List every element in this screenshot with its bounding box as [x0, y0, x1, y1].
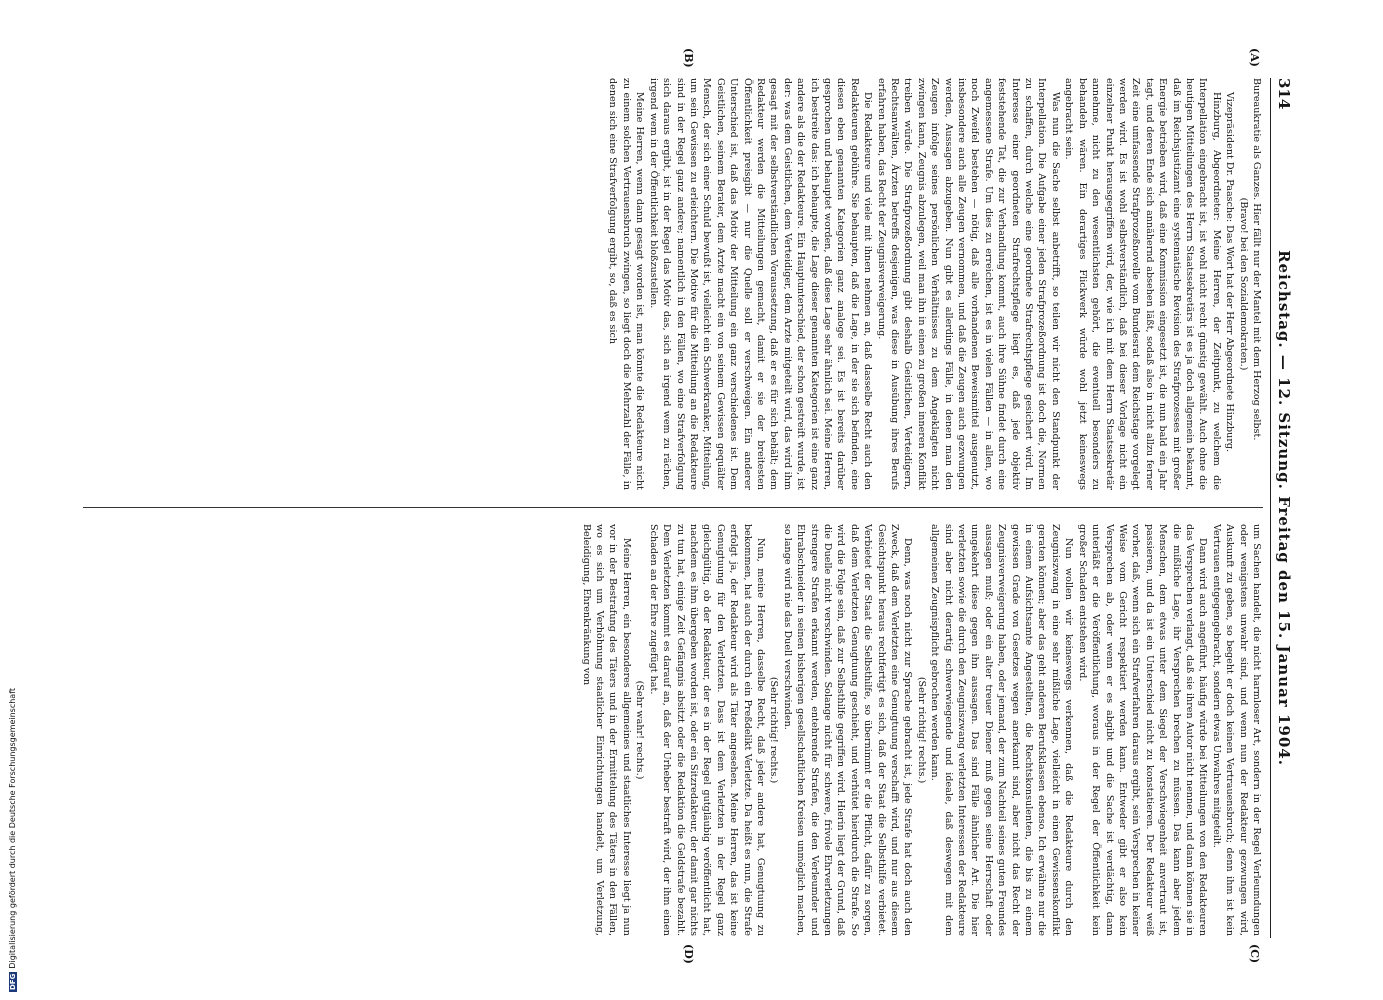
dfg-logo-icon: DFG: [9, 973, 17, 990]
paragraph: Meine Herren, ein besonderes allgemeines und staatliches Interesse liegt ja nun vor in der Bestrafung des Täters und in der Ermittelung des Täters in den Fällen, wo es sich um Verhöhnung staatlicher Einrichtungen handelt, um Verletzung, Beleidigung, Ehrenkränkung von: [580, 524, 632, 936]
margin-letter-b: (B): [682, 48, 695, 68]
interjection: (Sehr richtig! rechts.): [768, 676, 780, 784]
interjection: (Sehr wahr! rechts.): [634, 680, 646, 780]
interjection: (Bravo! bei den Sozialdemokraten.): [1237, 197, 1249, 371]
paragraph: Meine Herren, wenn dann gesagt worden ist, man könnte die Redakteure nicht zu einem solchen Vertrauensbruch zwingen, so liegt doch die Mehrzahl der Fälle, in denen sich eine Strafverfolgung ergibt, so, daß es sich: [607, 78, 646, 490]
column-divider: [83, 507, 1263, 508]
header-rule: [1270, 78, 1271, 938]
newspaper-page: [75, 48, 1295, 964]
funding-notice: [8, 662, 17, 992]
running-title: Reichstag. — 12. Sitzung. Freitag den 15. Januar 1904.: [1275, 250, 1293, 766]
page-header: [1273, 78, 1295, 938]
paragraph: Nun wollen wir keineswegs verkennen, daß die Redakteure durch den Zeugniszwang in eine sehr mißliche Lage, vielleicht in einen Gewissenskonflikt geraten können; aber das geht anderen Berufsklassen ebenso. Ich erwähne nur die in einem Aufsichtsamte Angestellten, die Rechtskonsulenten, die bis zu einem gewissen Grade von Gesetzes wegen anerkannt sind, aber nicht das Recht der Zeugnisverweigerung haben, oder jemand, der zum Nachteil seines guten Freundes aussagen muß; oder ein alter treuer Diener muß gegen seine Herrschaft oder umgekehrt diese gegen ihn aussagen. Das sind Fälle ähnlicher Art. Die hier verletzten sowie die durch den Zeugniszwang verletzten Interessen der Redakteure sind aber nicht derartig schwerwiegende und ideale, daß deswegen mit dem allgemeinen Zeugnispflicht gebrochen werden kann.: [929, 524, 1075, 936]
paragraph: Vizepräsident Dr. Paasche: Das Wort hat der Herr Abgeordnete Hinzburg.: [1224, 92, 1236, 453]
paragraph: Hinzburg, Abgeordneter: Meine Herren, der Zeitpunkt, zu welchem die Interpellation eingebracht ist, ist wohl nicht recht günstig gewählt. Auch ohne die heutigen Mitteilungen des Herrn Staatssekretärs ist es ja doch allgemein bekannt, daß im Reichsjustizamt eine systematische Revision des Strafprozesses mit großer Energie betrieben wird, daß eine Kommission eingesetzt ist, die nun bald ein Jahr tagt, und deren Ende sich annähernd absehen läßt, sodaß also in nicht allzu ferner Zeit eine umfassende Strafprozeßnovelle vom Bundesrat dem Reichstage vorgelegt werden wird. Es ist wohl selbstverständlich, daß bei dieser Vorlage nicht ein einzelner Punkt herausgegriffen wird, der, wie ich mit dem Herrn Staatssekretär annehme, nicht zu den wesentlichsten gehört, die eventuell besonders zu behandeln wären. Ein derartiges Flickwerk würde wohl jetzt keineswegs angebracht sein.: [1063, 78, 1222, 490]
interjection: (Sehr richtig! rechts.): [915, 676, 927, 784]
paragraph: Die Redakteure und viele mit ihnen nehmen an, daß dasselbe Recht auch den Redakteuren gebühre. Sie behaupten, daß die Lage, in der sie sich befinden, eine diesen eben genannten Kategorien ganz analoge sei. Es ist bereits darüber gesprochen und behauptet worden, daß diese Lage sehr ähnlich sei. Meine Herren, ich bestreite das: ich behaupte, die Lage dieser genannten Kategorien ist eine ganz andere als die der Redakteure. Ein Hauptunterschied, der schon gestreift wurde, ist der: was dem Geistlichen, dem Verteidiger, dem Arzte mitgeteilt wird, das wird ihm gesagt mit der selbstverständlichen Voraussetzung, daß er es für sich behält; dem Redakteur werden die Mitteilungen gemacht, damit er sie der breitesten Öffentlichkeit preisgibt — nur die Quelle soll er verschweigen. Ein anderer Unterschied ist, daß das Motiv der Mitteilung ein ganz verschiedenes ist. Dem Geistlichen, seinem Berater, dem Arzte macht ein von seinem Gewissen gequälter Mensch, der sich einer Schuld bewußt ist, vielleicht ein Schwerkranker, Mitteilung, um sein Gewissen zu erleichtern. Die Motive für die Mitteilung an die Redakteure sind in der Regel ganz andere; namentlich in den Fällen, wo eine Strafverfolgung sich daraus ergibt, ist in der Regel das Motiv das, sich an irgend wem zu rächen, irgend wem in der Öffentlichkeit bloßzustellen.: [647, 78, 874, 490]
margin-letter-a: (A): [1248, 48, 1261, 67]
paragraph: Was nun die Sache selbst anbetrifft, so teilen wir nicht den Standpunkt der Interpellation. Die Aufgabe einer jeden Strafprozeßordnung ist doch die, Normen zu schaffen, durch welche eine geordnete Strafrechtspflege gesichert wird. Im Interesse einer geordneten Strafrechtspflege liegt es, daß jede objektiv feststehende Tat, die zur Verhandlung kommt, auch ihre Sühne findet durch eine angemessene Strafe. Um dies zu erreichen, ist es in vielen Fällen — in allen, wo noch Zweifel bestehen — nötig, daß alle vorhandenen Beweismittel ausgenutzt, insbesondere auch alle Zeugen vernommen, und daß die Zeugen auch gezwungen werden, Aussagen abzugeben. Nun gibt es allerdings Fälle, in denen man den Zeugen infolge seines persönlichen Verhältnisses zu dem Angeklagten nicht zwingen kann, Zeugnis abzulegen, weil man ihn in einen zu großen inneren Konflikt treiben würde. Die Strafprozeßordnung gibt deshalb Geistlichen, Verteidigern, Rechtsanwälten, Ärzten betreffs desjenigen, was diese in Ausübung ihres Berufs erfahren haben, das Recht der Zeugnisverweigerung.: [875, 78, 1061, 490]
text-column-left: [83, 78, 1263, 490]
paragraph: Denn, was noch nicht zur Sprache gebracht ist, jede Strafe hat doch auch den Zweck, daß dem Verletzten eine Genugtuung verschafft wird, und nur aus diesem Gesichtspunkt heraus rechtfertigt es sich, daß der Staat die Selbsthilfe verbietet. Verbietet der Staat die Selbsthilfe, so übernimmt er die Pflicht, dafür zu sorgen, daß dem Verletzten Genugtuung geschieht, und verhütet hierdurch die Strafe. So wird die Folge sein, daß zur Selbsthilfe gegriffen wird. Hierin liegt der Grund, daß die Duelle nicht verschwinden. Solange nicht für schwere, frivole Ehrverletzungen strengere Strafen erkannt werden, entehrende Strafen, die den Verleumder und Ehrabschneider in seinen bisherigen gesellschaftlichen Kreisen unmöglich machen, so lange wird nie das Duell verschwinden.: [781, 524, 914, 936]
paragraph: Dann wird auch angeführt, häufig würde bei Mitteilungen von den Redakteuren das Versprechen verlangt, daß sie ihren Autor nicht nennen, und dann können sie in die mißliche Lage, ihr Versprechen brechen zu müssen. Das kann aber jedem Menschen, dem etwas unter dem Siegel der Verschwiegenheit anvertraut ist, passieren, und da ist ein Unterschied nicht zu konstatieren. Der Redakteur weiß vorher, daß, wenn sich ein Strafverfahren daraus ergibt, sein Versprechen in keiner Weise vom Gericht respektiert werden kann. Entweder gibt er also kein Versprechen ab, oder wenn er es abgibt und die Sache ist verdächtig, dann unterläßt er die Veröffentlichung, woraus in der Regel der Öffentlichkeit kein großer Schaden entstehen wird.: [1076, 524, 1209, 936]
page-number: 314: [1275, 78, 1293, 110]
text-column-right: [83, 524, 1263, 936]
paragraph: um Sachen handelt, die nicht harmloser Art, sondern in der Regel Verleumdungen oder wenigstens unwahr sind, und wenn nun der Redakteur gezwungen wird, Auskunft zu geben, so begeht er doch keinen Vertrauensbruch; denn ihm ist kein Vertrauen entgegengebracht, sondern etwas Unwahres mitgeteilt.: [1210, 524, 1262, 936]
paragraph: Nun, meine Herren, dasselbe Recht, daß jeder andere hat, Genugtuung zu bekommen, hat auch der durch ein Preßdelikt Verletzte. Da heißt es nun, die Strafe erfolgt ja, der Redakteur wird als Täter angesehen. Meine Herren, das ist keine Genugtuung für den Verletzten. Dass ist dem Verletzten in der Regel ganz gleichgültig, ob der Redakteur, der es in der Regel gutgläubig veröffentlicht hat, nachdem es ihm übergeben worden ist, oder ein Sitzredakteur, der damit gar nichts zu tun hat, einige Zeit Gefängnis absitzt oder die Redaktion die Geldstrafe bezahlt. Dem Verletzten kommt es darauf an, daß der Urheber bestraft wird, der ihm einen Schaden an der Ehre zugefügt hat.: [647, 524, 766, 936]
paragraph: Bureaukratie als Ganzes. Hier fällt nur der Mantel mit dem Herzog selbst.: [1251, 78, 1262, 441]
margin-letter-c: (C): [1248, 944, 1261, 964]
margin-letter-d: (D): [682, 944, 695, 964]
funding-text: Digitalisierung gefördert durch die Deutsche Forschungsgemeinschaft: [8, 687, 17, 969]
